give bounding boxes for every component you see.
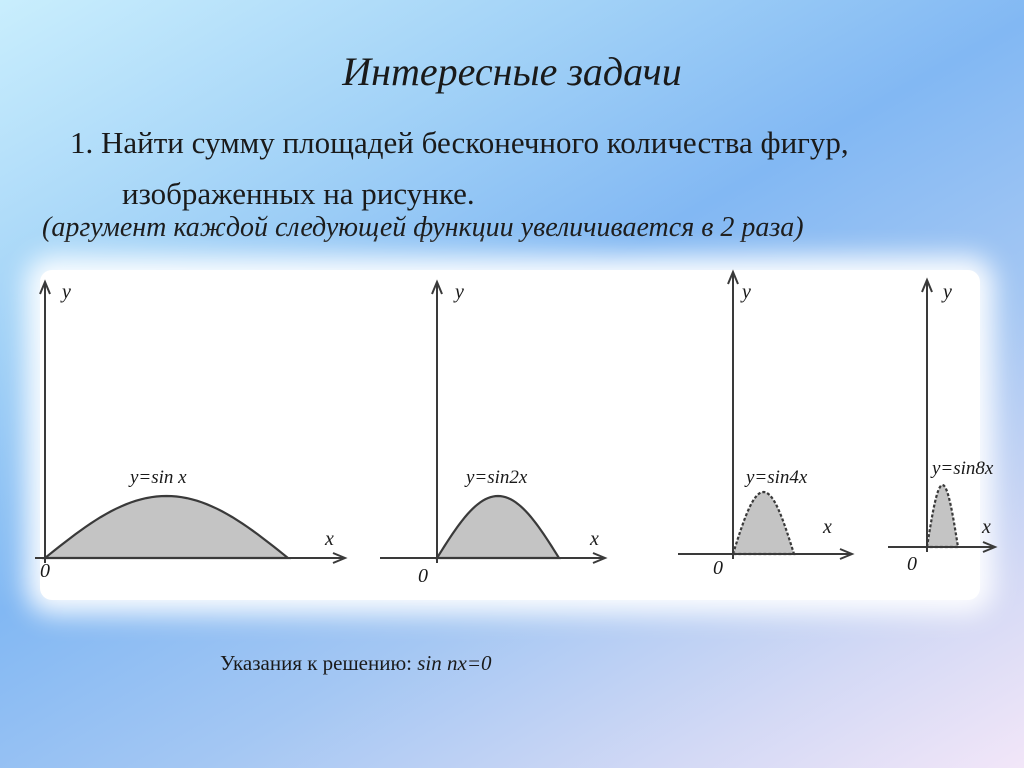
x-axis-label: x (823, 516, 832, 538)
y-axis-label: y (742, 281, 751, 303)
sine-hump (927, 485, 958, 547)
sine-hump (437, 496, 559, 558)
sine-hump (733, 492, 794, 554)
task-note: (аргумент каждой следующей функции увеличивается в 2 раза) (42, 212, 804, 243)
function-label: y=sin4x (746, 467, 808, 488)
hint-label: Указания к решению: (220, 651, 418, 675)
plot-sin-2x (380, 281, 605, 587)
origin-label: 0 (713, 557, 723, 579)
function-label: y=sin x (130, 467, 187, 488)
origin-label: 0 (907, 553, 917, 575)
plot-sin-4x (678, 272, 852, 579)
task-statement-line-2: изображенных на рисунке. (122, 176, 475, 211)
plot-sin-x (35, 281, 345, 582)
hint-formula: sin nx=0 (417, 651, 492, 675)
slide-title: Интересные задачи (342, 49, 682, 94)
y-axis-label: y (62, 281, 71, 303)
solution-hint (220, 651, 492, 676)
task-statement-line-1: 1. Найти сумму площадей бесконечного количества фигур, (70, 125, 849, 160)
x-axis-label: x (590, 528, 599, 550)
sine-hump (45, 496, 288, 558)
x-axis-label: x (325, 528, 334, 550)
origin-label: 0 (40, 560, 50, 582)
function-label: y=sin8x (932, 458, 994, 479)
plot-sin-8x (888, 280, 995, 575)
y-axis-label: y (455, 281, 464, 303)
function-label: y=sin2x (466, 467, 528, 488)
y-axis-label: y (943, 281, 952, 303)
origin-label: 0 (418, 565, 428, 587)
x-axis-label: x (982, 516, 991, 538)
